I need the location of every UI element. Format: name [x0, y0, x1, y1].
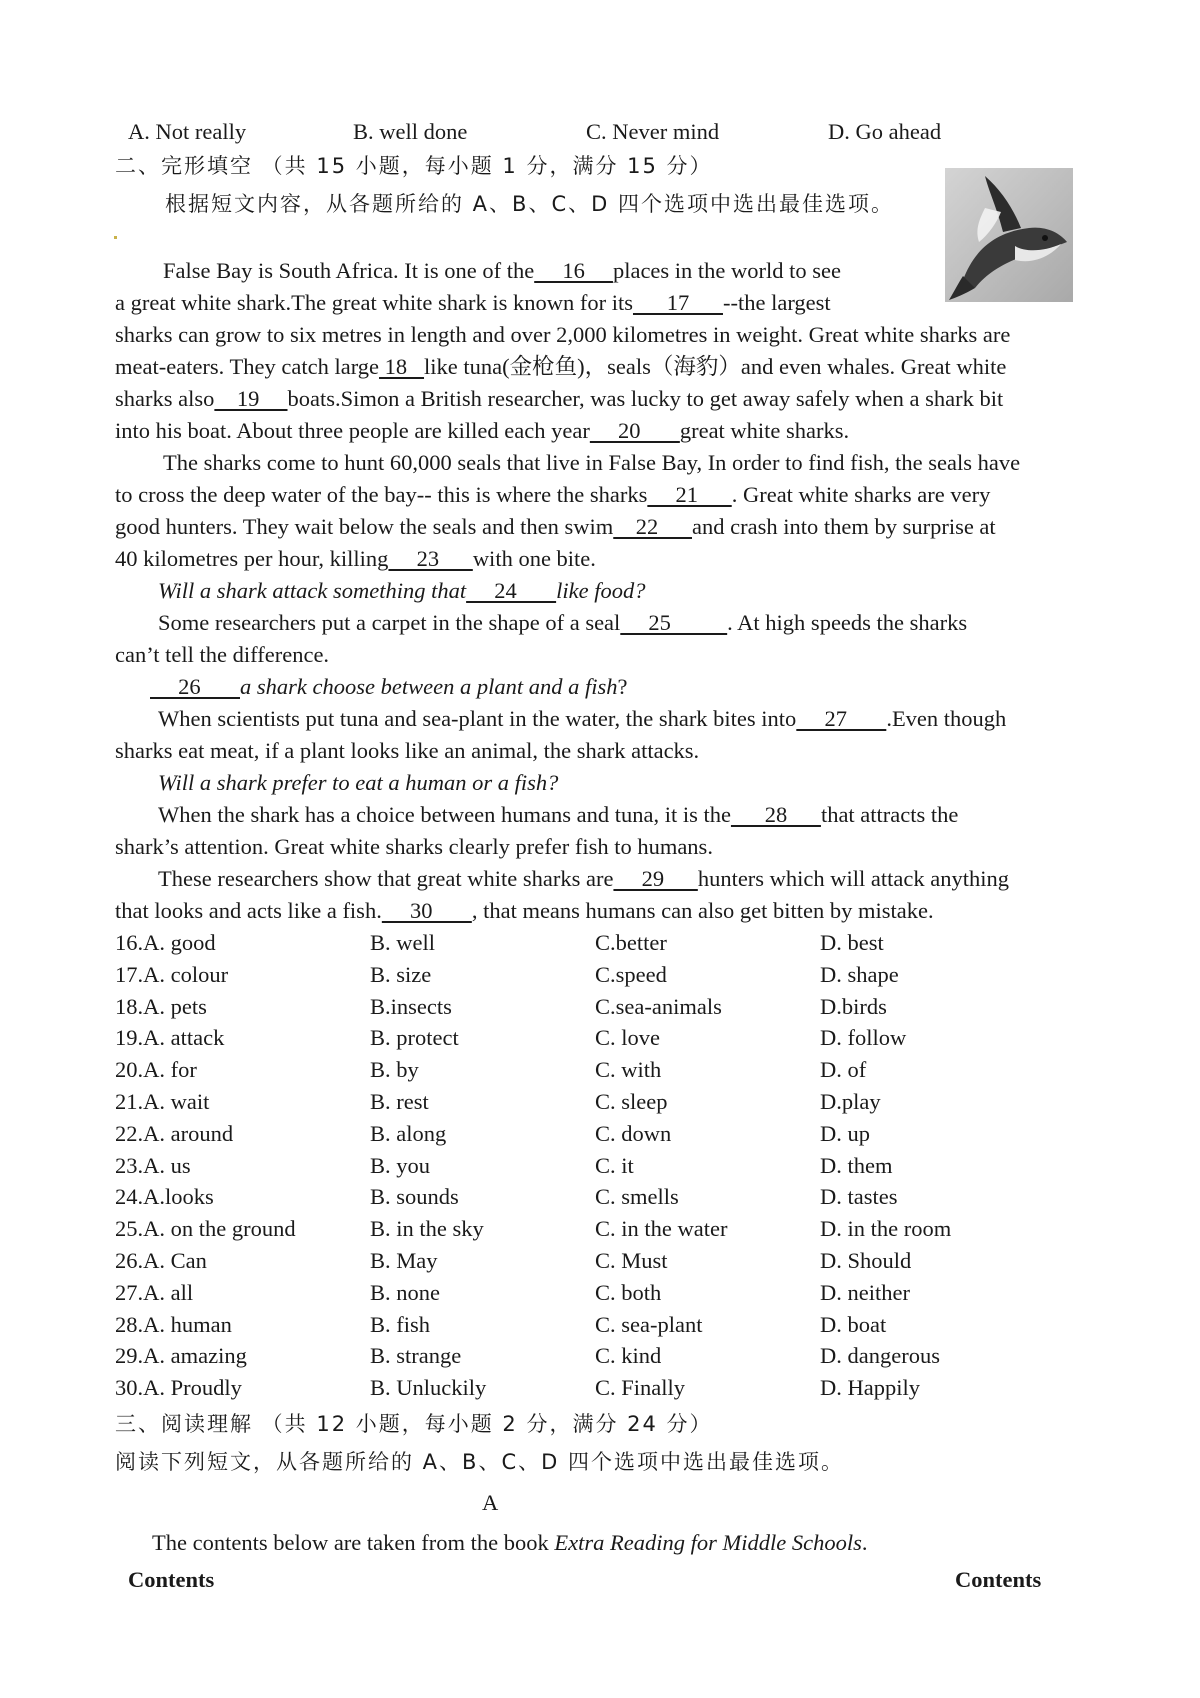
question-option: B. Unluckily — [370, 1375, 487, 1401]
question-option: B. rest — [370, 1089, 429, 1114]
part-label: A — [482, 1490, 499, 1515]
section2-instruction: 根据短文内容，从各题所给的 A、B、C、D 四个选项中选出最佳选项。 — [165, 192, 894, 216]
passage-question-28: Will a shark prefer to eat a human or a fish? — [158, 770, 559, 795]
question-row — [115, 1213, 1015, 1245]
question-option: D. tastes — [820, 1184, 898, 1210]
question-option: 20.A. for — [115, 1057, 197, 1083]
question-option: C. kind — [595, 1343, 662, 1369]
question-option: C.sea-animals — [595, 993, 722, 1019]
question-option: D.play — [820, 1089, 881, 1114]
question-option: D. shape — [820, 961, 899, 987]
question-option: C. in the water — [595, 1216, 728, 1242]
contents-right-heading: Contents — [955, 1567, 1042, 1592]
question-option: C. down — [595, 1120, 672, 1146]
blank-26: 26 — [150, 674, 240, 699]
reading-intro: The contents below are taken from the book Extra Reading for Middle Schools. — [152, 1530, 868, 1555]
question-option: B. size — [370, 961, 432, 987]
question-option: D.birds — [820, 993, 887, 1019]
passage-line-19: shark’s attention. Great white sharks clearly prefer fish to humans. — [115, 834, 713, 859]
passage-line-12: Some researchers put a carpet in the shape of a seal 25 . At high speeds the sharks — [158, 610, 968, 635]
section2-heading: 二、完形填空 （共 15 小题，每小题 1 分，满分 15 分） — [115, 154, 713, 178]
passage-question-26: 26 a shark choose between a plant and a fish? — [150, 674, 628, 699]
question-option: B. strange — [370, 1343, 462, 1369]
passage-line-10: 40 kilometres per hour, killing 23 with one bite. — [115, 546, 596, 571]
question-option: C. sea-plant — [595, 1311, 703, 1337]
option-b: B. well done — [353, 119, 468, 144]
question-option: 22.A. around — [115, 1120, 234, 1146]
passage-line-1: False Bay is South Africa. It is one of the 16 places in the world to see — [163, 258, 842, 283]
passage-line-16: sharks eat meat, if a plant looks like an animal, the shark attacks. — [115, 738, 700, 763]
option-d: D. Go ahead — [828, 119, 942, 144]
question-option: 29.A. amazing — [115, 1343, 247, 1369]
blank-28: 28 — [730, 802, 821, 827]
passage-line-21: that looks and acts like a fish. 30 , that means humans can also get bitten by mistake. — [115, 898, 934, 923]
question-option: C.speed — [595, 961, 667, 987]
shark-image — [945, 168, 1073, 302]
blank-25: 25 — [620, 610, 728, 635]
question-row — [115, 991, 1015, 1023]
question-option: 19.A. attack — [115, 1025, 225, 1051]
question-row — [115, 1086, 1015, 1118]
question-option: 24.A.looks — [115, 1184, 214, 1210]
top-options-row — [128, 116, 1028, 148]
question-row — [115, 1054, 1015, 1086]
passage-line-2: a great white shark.The great white shark is known for its 17 --the largest — [115, 290, 831, 315]
question-option: C. Finally — [595, 1375, 686, 1401]
question-option: C. it — [595, 1152, 634, 1178]
passage-line-13: can’t tell the difference. — [115, 642, 330, 667]
question-option: 30.A. Proudly — [115, 1375, 242, 1401]
contents-left-heading: Contents — [128, 1567, 215, 1592]
question-option: 21.A. wait — [115, 1089, 210, 1114]
question-option: 16.A. good — [115, 930, 216, 955]
question-row — [115, 1340, 1015, 1372]
question-option: D. up — [820, 1120, 870, 1146]
blank-16: 16 — [534, 258, 613, 283]
question-option: 26.A. Can — [115, 1248, 207, 1273]
question-option: C. sleep — [595, 1089, 668, 1114]
blank-22: 22 — [613, 514, 692, 539]
passage-line-4: meat-eaters. They catch large 18 like tuna(金枪鱼)，seals（海豹）and even whales. Great white — [115, 354, 1007, 379]
question-option: D. dangerous — [820, 1343, 940, 1369]
question-option: D. neither — [820, 1279, 910, 1305]
question-option: D. in the room — [820, 1216, 952, 1242]
question-option: D. them — [820, 1152, 893, 1178]
question-row — [115, 927, 1015, 959]
blank-19: 19 — [214, 386, 288, 411]
question-row — [115, 1181, 1015, 1213]
question-option: B. fish — [370, 1311, 431, 1337]
question-row — [115, 1372, 1015, 1404]
passage-line-7: The sharks come to hunt 60,000 seals that live in False Bay, In order to find fish, the seals have — [163, 450, 1021, 475]
question-option: B. May — [370, 1248, 438, 1273]
question-option: B. along — [370, 1120, 447, 1146]
question-option: D. Should — [820, 1248, 912, 1273]
question-option: B. none — [370, 1279, 440, 1305]
question-option: D. best — [820, 930, 884, 955]
passage-line-20: These researchers show that great white sharks are 29 hunters which will attack anything — [158, 866, 1009, 891]
question-option: C. smells — [595, 1184, 679, 1210]
question-option: B. you — [370, 1152, 431, 1178]
question-option: 18.A. pets — [115, 993, 207, 1019]
blank-20: 20 — [589, 418, 680, 443]
blank-23: 23 — [388, 546, 473, 571]
question-option: D. follow — [820, 1025, 907, 1051]
passage-line-5: sharks also 19 boats.Simon a British researcher, was lucky to get away safely when a shark bit — [115, 386, 1004, 411]
question-option: D. boat — [820, 1311, 887, 1337]
question-row — [115, 1245, 1015, 1277]
question-row — [115, 1309, 1015, 1341]
option-c: C. Never mind — [586, 119, 720, 144]
passage-question-24: Will a shark attack something that 24 like food? — [158, 578, 646, 603]
question-option: 17.A. colour — [115, 961, 229, 987]
question-row — [115, 1022, 1015, 1054]
question-option: D. of — [820, 1057, 867, 1083]
question-option: B. protect — [370, 1025, 459, 1051]
question-option: C. with — [595, 1057, 662, 1083]
passage-line-9: good hunters. They wait below the seals and then swim 22 and crash into them by surprise at — [115, 514, 996, 539]
passage-line-18: When the shark has a choice between humans and tuna, it is the 28 that attracts the — [158, 802, 959, 827]
question-option: 23.A. us — [115, 1152, 191, 1178]
blank-17: 17 — [632, 290, 723, 315]
question-option: C. both — [595, 1279, 662, 1305]
option-a: A. Not really — [128, 119, 247, 144]
question-option: C.better — [595, 930, 667, 955]
blank-21: 21 — [647, 482, 732, 507]
question-option: B. in the sky — [370, 1216, 484, 1242]
blank-27: 27 — [796, 706, 887, 731]
question-option: B. sounds — [370, 1184, 459, 1210]
section3-heading: 三、阅读理解 （共 12 小题，每小题 2 分，满分 24 分） — [115, 1412, 713, 1436]
passage-line-8: to cross the deep water of the bay-- this is where the sharks 21 . Great white sharks are very — [115, 482, 991, 507]
question-option: B. by — [370, 1057, 419, 1083]
question-option: D. Happily — [820, 1375, 920, 1401]
blank-18: 18 — [379, 354, 425, 379]
blank-24: 24 — [466, 578, 557, 603]
question-option: 28.A. human — [115, 1311, 232, 1337]
passage-line-6: into his boat. About three people are killed each year 20 great white sharks. — [115, 418, 850, 443]
passage-line-3: sharks can grow to six metres in length and over 2,000 kilometres in weight. Great white sharks are — [115, 322, 1011, 347]
blank-30: 30 — [381, 898, 472, 923]
speck-mark — [114, 236, 117, 239]
passage-line-15: When scientists put tuna and sea-plant in the water, the shark bites into 27 .Even though — [158, 706, 1007, 731]
question-option: C. love — [595, 1025, 660, 1051]
question-row — [115, 1118, 1015, 1150]
question-row — [115, 1150, 1015, 1182]
question-option: B.insects — [370, 993, 452, 1019]
question-row — [115, 1277, 1015, 1309]
question-row — [115, 959, 1015, 991]
section3-instruction: 阅读下列短文，从各题所给的 A、B、C、D 四个选项中选出最佳选项。 — [115, 1450, 844, 1474]
blank-29: 29 — [613, 866, 698, 891]
question-option: 25.A. on the ground — [115, 1216, 296, 1242]
question-option: 27.A. all — [115, 1279, 194, 1305]
question-option: B. well — [370, 930, 435, 955]
question-option: C. Must — [595, 1248, 668, 1273]
